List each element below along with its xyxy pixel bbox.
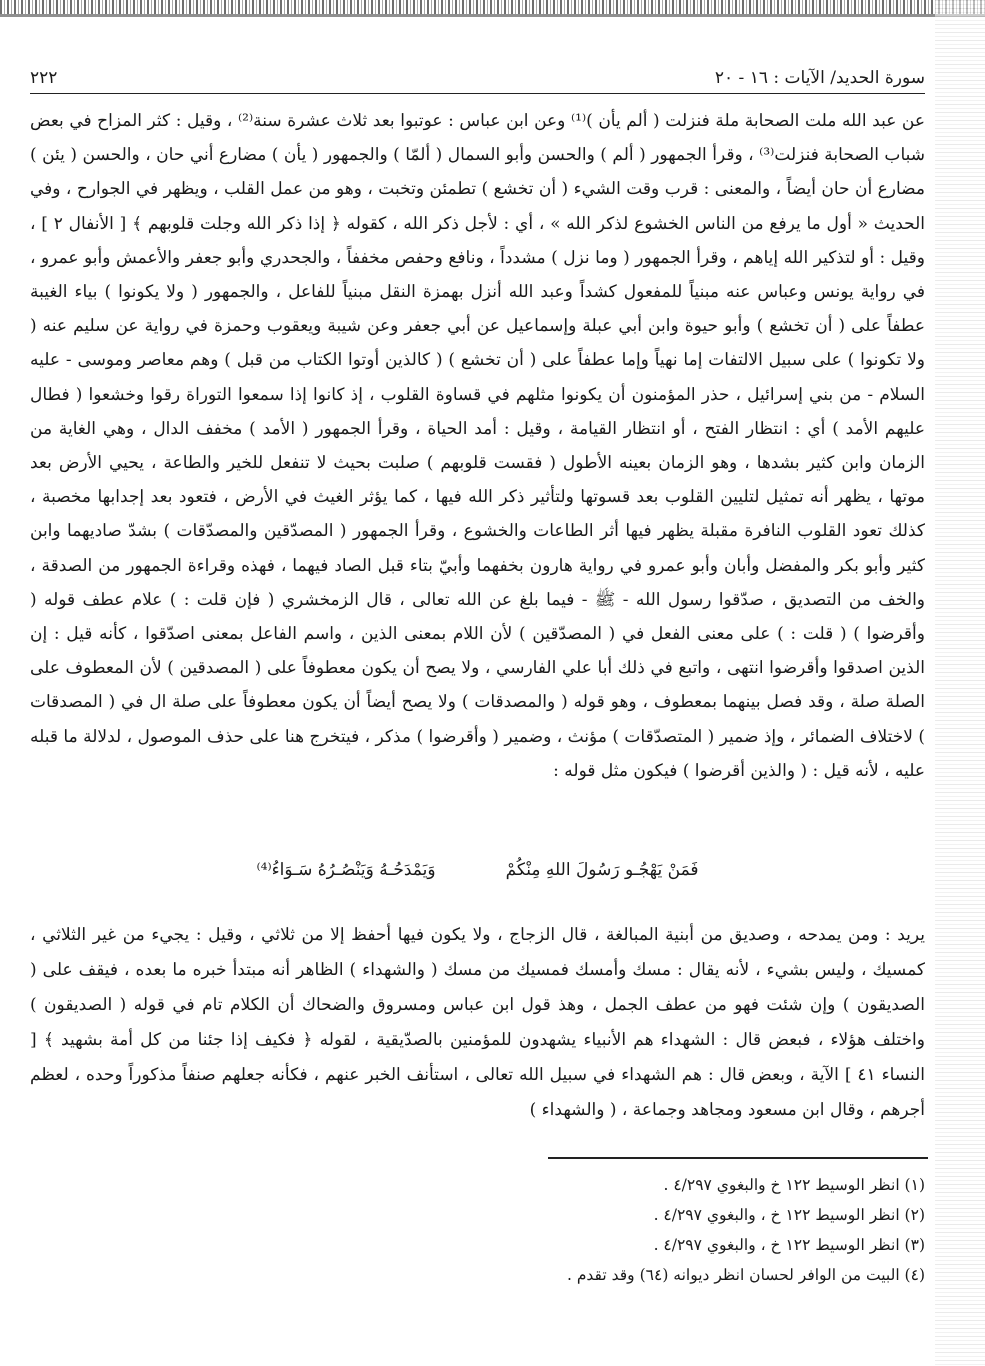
footnote-4: (٤) البيت من الوافر لحسان انظر ديوانه (٦٤) وقد تقدم . (566, 1266, 925, 1284)
footnotes (30, 1170, 925, 1290)
header-rule (30, 93, 925, 94)
page-number: ٢٢٢ (30, 68, 58, 88)
footnote-separator (548, 1157, 928, 1159)
paragraph: عن عبد الله ملت الصحابة ملة فنزلت ( ألم يأن )⁽¹⁾ وعن ابن عباس : عوتبوا بعد ثلاث عشرة سنة⁽²⁾ ، وقيل : كثر المزاح في بعض شباب الصحابة فنزلت⁽³⁾ ، وقرأ الجمهور ( ألم ) والحسن وأبو السمال ( ألمّا ) والجمهور ( يأن ) مضارع أني حان ، والحسن ( يئن ) مضارع أن حان أيضاً ، والمعنى : قرب وقت الشيء ( أن تخشع ) تطمئن وتخبت ، وهو من عمل القلب ، ويظهر في الجوارح ، وفي الحديث « أول ما يرفع من الناس الخشوع لذكر الله » ، أي : لأجل ذكر الله ، كقوله ﴿ إذا ذكر الله وجلت قلوبهم ﴾ [ الأنفال ٢ ] ، وقيل : أو لتذكير الله إياهم ، وقرأ الجمهور ( وما نزل ) مشدداً ، ونافع وحفص مخففاً ، والجحدري وأبو جعفر والأعمش وأبو عمرو ، في رواية يونس وعباس عنه مبنياً للمفعول كشداً وعبد الله أنزل بهمزة النقل مبنياً للفاعل ، والجمهور ( ولا يكونوا ) بياء الغيبة عطفاً على ( أن تخشع ) وأبو حيوة وابن أبي عبلة وإسماعيل عن أبي جعفر وعن شيبة ويعقوب وحمزة في رواية عن سليم عنه ( ولا تكونوا ) على سبيل الالتفات إما نهياً وإما عطفاً على ( أن تخشع ) ( كالذين أوتوا الكتاب من قبل ) وهم معاصر وموسى - عليه السلام - من بني إسرائيل ، حذر المؤمنون أن يكونوا مثلهم في قساوة القلوب ، إذ كانوا إذا سمعوا التوراة رقوا وخشعوا ( فطال عليهم الأمد ) أي : انتظار الفتح ، أو انتظار القيامة ، وقيل : أمد الحياة ، وقرأ الجمهور ( الأمد ) مخفف الدال ، وهي الغاية من الزمان وابن كثير بشدها ، وهو الزمان بعينه الأطول ( فقست قلوبهم ) صلبت بحيث لا تنفعل للخير والطاعة ، يحيي الأرض بعد موتها ، يظهر أنه تمثيل لتليين القلوب بعد قسوتها ولتأثير ذكر الله فيها ، كما يؤثر الغيث في الأرض ، فتعود بعد إجدابها مخصبة ، كذلك تعود القلوب النافرة مقبلة يظهر فيها أثر الطاعات والخشوع ، وقرأ الجمهور ( المصدّقين والمصدّقات ) بشدّ صاديهما وابن كثير وأبو بكر والمفضل وأبان وأبو عمرو في رواية هارون بخفهما وأبيّ بتاء قبل الصاد فيهما ، فهذه وقراءة الجمهور من الصدقة ، والخف من التصديق ، صدّقوا رسول الله - ﷺ - فيما بلغ عن الله تعالى ، قال الزمخشري ( فإن قلت : ) علام عطف قوله ( وأقرضوا ) ( قلت : ) على معنى الفعل في ( المصدّقين ) لأن اللام بمعنى الذين ، واسم الفاعل بمعنى اصدّقوا ، كأنه قيل : إن الذين اصدقوا وأقرضوا انتهى ، واتبع في ذلك أبا علي الفارسي ، ولا يصح أن يكون معطوفاً على ( المصدقين ) لأن المعطوف على الصلة صلة ، وقد فصل بينهما بمعطوف ، وهو قوله ( والمصدقات ) ولا يصح أيضاً أن يكون معطوفاً على صلة ال في ( المصدقات ) لاختلاف الضمائر ، وإذ ضمير ( المتصدّقات ) مؤنث ، وضمير ( وأقرضوا ) مذكر ، فيتخرج هنا على حذف الموصول ، لدلالة ما قبله عليه ، لأنه قيل : ( والذين أقرضوا ) فيكون مثل قوله : (30, 111, 925, 781)
footnote-1: (١) انظر الوسيط ١٢٢ خ والبغوي ٤/٢٩٧ . (663, 1176, 925, 1194)
main-text-block-continued (30, 918, 925, 1128)
verse-hemistich-first: فَمَنْ يَهْجُـو رَسُولَ اللهِ مِنْكُمْ (505, 860, 699, 880)
top-ornament-rule (0, 14, 985, 17)
running-header (30, 64, 925, 92)
poetry-verse (30, 860, 925, 894)
footnote-3: (٣) انظر الوسيط ١٢٢ خ ، والبغوي ٤/٢٩٧ . (653, 1236, 925, 1254)
paragraph: يريد : ومن يمدحه ، وصديق من أبنية المبالغة ، قال الزجاج ، ولا يكون فيها أحفظ إلا من ثلاثي ، وقيل : يجيء من غير الثلاثي ، كمسيك ، وليس بشيء ، لأنه يقال : مسك وأمسك فمسيك من مسك ( والشهداء ) الظاهر أنه مبتدأ خبره ما بعده ، فيقف على ( الصديقون ) وإن شئت فهو من عطف الجمل ، وهذ قول ابن عباس ومسروق والضحاك أن الكلام تام في قوله ( الصديقون ) واختلف هؤلاء ، فبعض قال : الشهداء هم الأنبياء يشهدون للمؤمنين بالصدّيقية ، لقوله ﴿ فكيف إذا جئنا من كل أمة بشهيد ﴾ [ النساء ٤١ ] الآية ، وبعض قال : هم الشهداء في سبيل الله تعالى ، استأنف الخبر عنهم ، فكأنه جعلهم صنفاً مذكوراً وحده ، لعظم أجرهم ، وقال ابن مسعود ومجاهد وجماعة ، ( والشهداء ) (30, 925, 925, 1120)
top-ornament-border (0, 0, 985, 14)
main-text-block (30, 104, 925, 788)
running-header-title: سورة الحديد/ الآيات : ١٦ - ٢٠ (714, 68, 925, 88)
footnote-2: (٢) انظر الوسيط ١٢٢ خ ، والبغوي ٤/٢٩٧ . (653, 1206, 925, 1224)
page-edge-shadow (935, 0, 985, 1366)
verse-hemistich-second: وَيَمْدَحُـهُ وَيَنْصُـرُهُ سَـوَاءُ⁽⁴⁾ (256, 860, 436, 880)
